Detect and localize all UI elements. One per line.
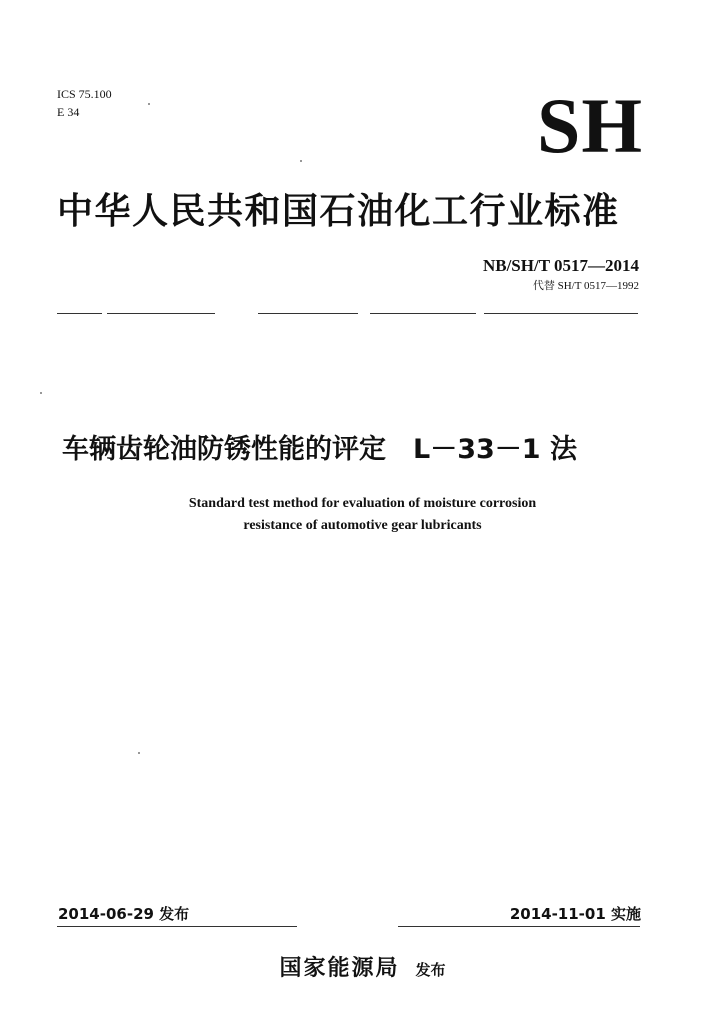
bottom-divider-right xyxy=(398,926,640,927)
scan-speck xyxy=(148,103,150,105)
sh-standard-mark: SH xyxy=(536,82,643,169)
publish-action: 发布 xyxy=(415,961,446,979)
divider-segment xyxy=(258,313,358,314)
ics-code: ICS 75.100 xyxy=(57,87,112,101)
bottom-divider-left xyxy=(57,926,297,927)
replaces-standard: 代替 SH/T 0517—1992 xyxy=(532,280,639,292)
publisher-name: 国家能源局 xyxy=(279,956,400,981)
document-title-chinese: 车辆齿轮油防锈性能的评定 L－33－1 法 xyxy=(62,434,577,465)
divider-segment xyxy=(107,313,215,314)
issue-date: 2014-06-29 发布 xyxy=(58,905,190,923)
standard-category-title: 中华人民共和国石油化工行业标准 xyxy=(57,191,620,232)
divider-segment xyxy=(370,313,476,314)
standard-number: NB/SH/T 0517—2014 xyxy=(482,256,639,275)
english-title-line-2: resistance of automotive gear lubricants xyxy=(243,518,482,533)
implementation-date: 2014-11-01 实施 xyxy=(509,905,641,923)
document-title-english xyxy=(0,493,725,537)
ccs-code: E 34 xyxy=(57,105,80,119)
publisher-line xyxy=(0,951,725,982)
scan-speck xyxy=(300,160,302,162)
scan-speck xyxy=(138,752,140,754)
english-title-line-1: Standard test method for evaluation of moisture corrosion xyxy=(188,496,537,511)
scan-speck xyxy=(40,392,42,394)
divider-segment xyxy=(484,313,638,314)
divider-segment xyxy=(57,313,102,314)
